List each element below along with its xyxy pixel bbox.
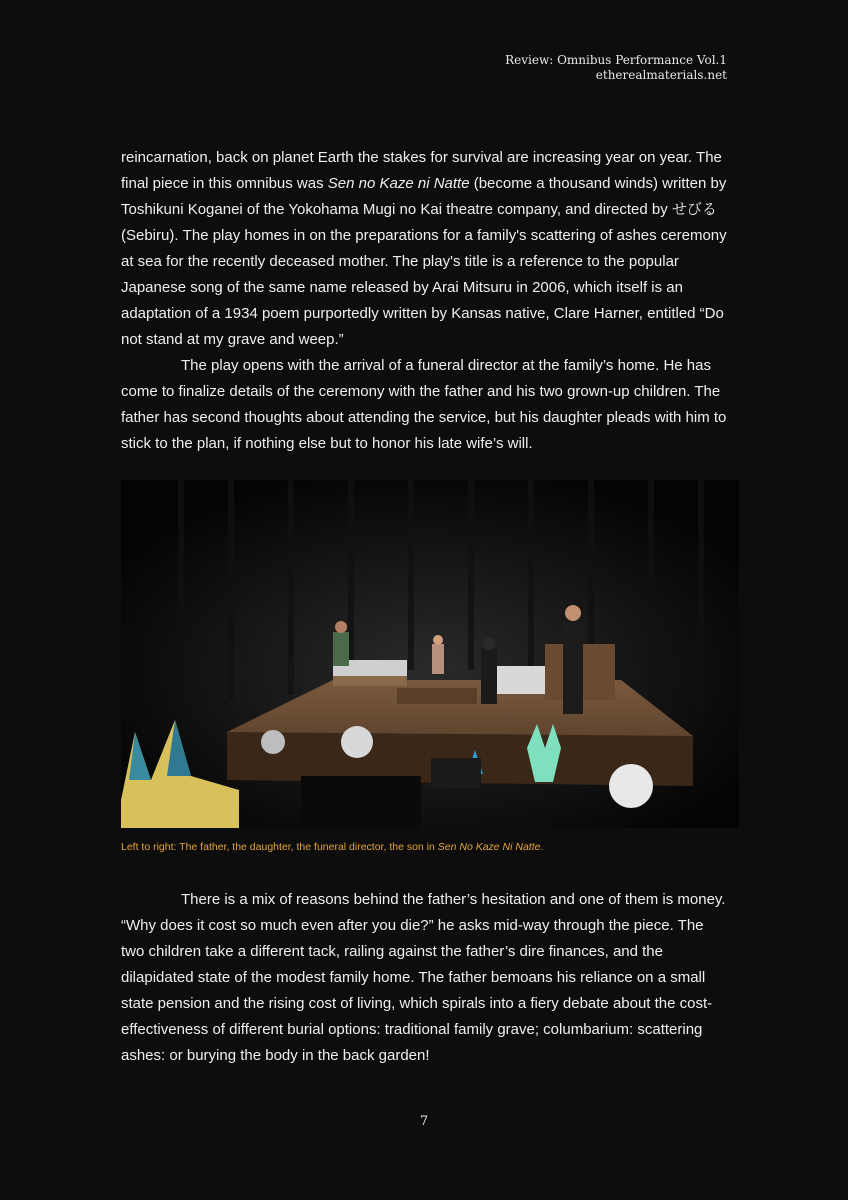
page-number: 7 xyxy=(419,1114,429,1129)
theatre-stage-photo-icon xyxy=(121,480,739,828)
paragraph-text: (become a thousand winds) written by Toshikuni Koganei of the Yokohama Mugi no Kai theatre company, and directed by せびる(Sebiru). The play homes in on the preparations for a family's scattering of ashes ceremony at sea for the recently deceased mother. The play's title is a reference to the popular Japanese song of the same name released by Arai Mitsuru in 2006, which itself is an adaptation of a 1934 poem purportedly written by Kansas native, Clare Harner, entitled “Do not stand at my grave and weep.” xyxy=(121,175,727,348)
header-site: etherealmaterials.net xyxy=(595,68,727,82)
caption-play-title: Sen No Kaze Ni Natte xyxy=(437,841,541,853)
page-header xyxy=(505,53,727,83)
play-title: Sen no Kaze ni Natte xyxy=(327,175,470,192)
caption-end: . xyxy=(540,841,544,853)
article-body-top xyxy=(121,145,731,457)
header-title: Review: Omnibus Performance Vol.1 xyxy=(505,53,727,67)
paragraph-text: reincarnation, back on planet Earth the stakes for survival are increasing year on year. The final piece in this omnibus was xyxy=(121,149,722,192)
article-body-bottom xyxy=(121,887,731,1069)
stage-photo xyxy=(121,480,739,828)
paragraph: The play opens with the arrival of a funeral director at the family’s home. He has come to finalize details of the ceremony with the father and his two grown-up children. The father has second thoughts about attending the service, but his daughter pleads with him to stick to the plan, if nothing else but to honor his late wife’s will. xyxy=(121,357,727,452)
caption-text: Left to right: The father, the daughter, the funeral director, the son in xyxy=(121,841,438,853)
paragraph xyxy=(121,145,731,353)
paragraph: There is a mix of reasons behind the father’s hesitation and one of them is money. “Why does it cost so much even after you die?” he asks mid-way through the piece. The two children take a different tack, railing against the father’s dire finances, and the dilapidated state of the modest family home. The father bemoans his reliance on a small state pension and the rising cost of living, which spirals into a fiery debate about the cost-effectiveness of different burial options: traditional family grave; columbarium: scattering ashes: or burying the body in the back garden! xyxy=(121,891,726,1064)
photo-caption xyxy=(121,840,741,854)
